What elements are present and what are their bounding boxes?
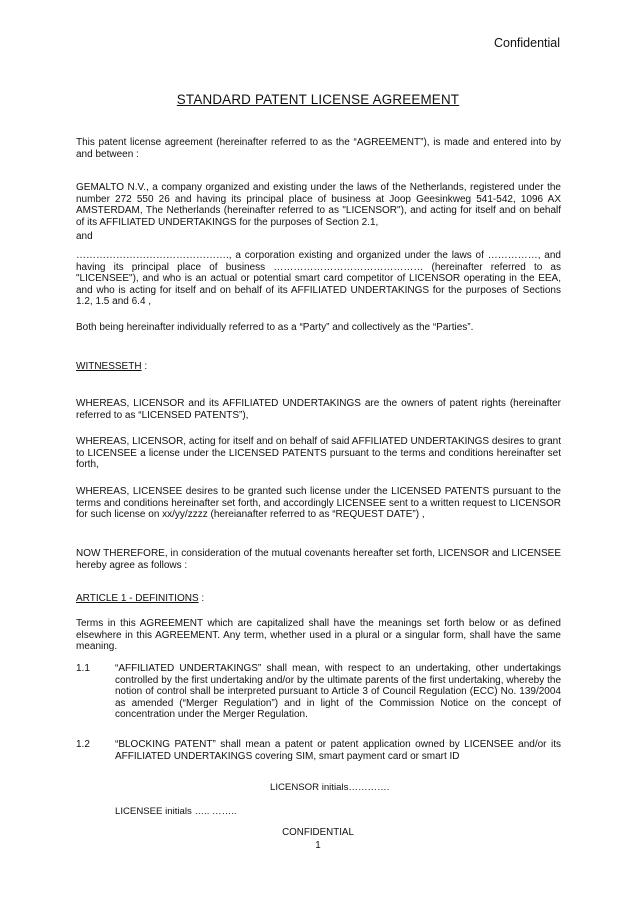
article1-heading [76,593,561,605]
article1-label: ARTICLE 1 - DEFINITIONS [76,593,199,604]
clause-1-2-text: “BLOCKING PATENT” shall mean a patent or patent application owned by LICENSEE and/or its AFFILIATED UNDERTAKINGS covering SIM, smart payment card or smart ID [115,739,561,762]
party2-paragraph: ………………………………………., a corporation existing and organized under the laws of ……………, and having its principal place of business ……………………………………… (hereinafter referred to as "LICENSEE"), and who is an actual or potential smart card competitor of LICENSOR operating in the EEA, and who is acting for itself and on behalf of its AFFILIATED UNDERTAKINGS for the purposes of Sections 1.2, 1.5 and 6.4 , [76,250,561,308]
licensor-initials: LICENSOR initials…………. [270,782,390,793]
page-number: 1 [315,840,321,851]
header-confidential: Confidential [493,36,560,50]
clause-1-2-number: 1.2 [76,739,90,750]
and-word: and [76,231,93,242]
terms-paragraph: Terms in this AGREEMENT which are capitalized shall have the meanings set forth below or as defined elsewhere in this AGREEMENT. Any term, whether used in a plural or a singular form, shall have the same meaning. [76,618,561,653]
licensee-initials: LICENSEE initials ….. …….. [115,806,237,817]
document-title: STANDARD PATENT LICENSE AGREEMENT [176,92,460,107]
clause-1-1-number: 1.1 [76,663,90,674]
whereas-2: WHEREAS, LICENSOR, acting for itself and on behalf of said AFFILIATED UNDERTAKINGS desires to grant to LICENSEE a license under the LICENSED PATENTS pursuant to the terms and conditions hereinafter set forth, [76,436,561,471]
witnesseth-label: WITNESSETH [76,361,142,372]
party1-paragraph: GEMALTO N.V., a company organized and existing under the laws of the Netherlands, registered under the number 272 550 26 and having its principal place of business at Joop Geesinkweg 541-542, 1096 AX AMSTERDAM, The Netherlands (hereinafter referred to as "LICENSOR"), and acting for itself and on behalf of its AFFILIATED UNDERTAKINGS for the purposes of Section 2.1, [76,182,561,228]
intro-paragraph: This patent license agreement (hereinafter referred to as the “AGREEMENT”), is made and entered into by and between : [76,137,561,160]
now-therefore-paragraph: NOW THEREFORE, in consideration of the mutual covenants hereafter set forth, LICENSOR and LICENSEE hereby agree as follows : [76,548,561,571]
witnesseth-heading [76,361,561,373]
footer-confidential: CONFIDENTIAL [282,827,354,838]
article1-suffix: : [198,593,205,604]
clause-1-1-text: “AFFILIATED UNDERTAKINGS” shall mean, with respect to an undertaking, other undertakings controlled by the first undertaking and/or by the ultimate parents of the first undertaking, whereby the notion of control shall be interpreted pursuant to Article 3 of Council Regulation (ECC) No. 139/2004 as amended (“Merger Regulation”) and in light of the Commission Notice on the concept of concentration under the Merger Regulation. [115,663,561,721]
witnesseth-suffix: : [141,361,148,372]
whereas-3: WHEREAS, LICENSEE desires to be granted such license under the LICENSED PATENTS pursuant to the terms and conditions hereinafter set forth, and accordingly LICENSEE sent to a written request to LICENSOR for such license on xx/yy/zzzz (hereianafter referred to as “REQUEST DATE”) , [76,486,561,521]
whereas-1: WHEREAS, LICENSOR and its AFFILIATED UNDERTAKINGS are the owners of patent rights (hereinafter referred to as “LICENSED PATENTS”), [76,398,561,421]
parties-definition: Both being hereinafter individually referred to as a “Party” and collectively as the “Parties”. [76,322,474,333]
